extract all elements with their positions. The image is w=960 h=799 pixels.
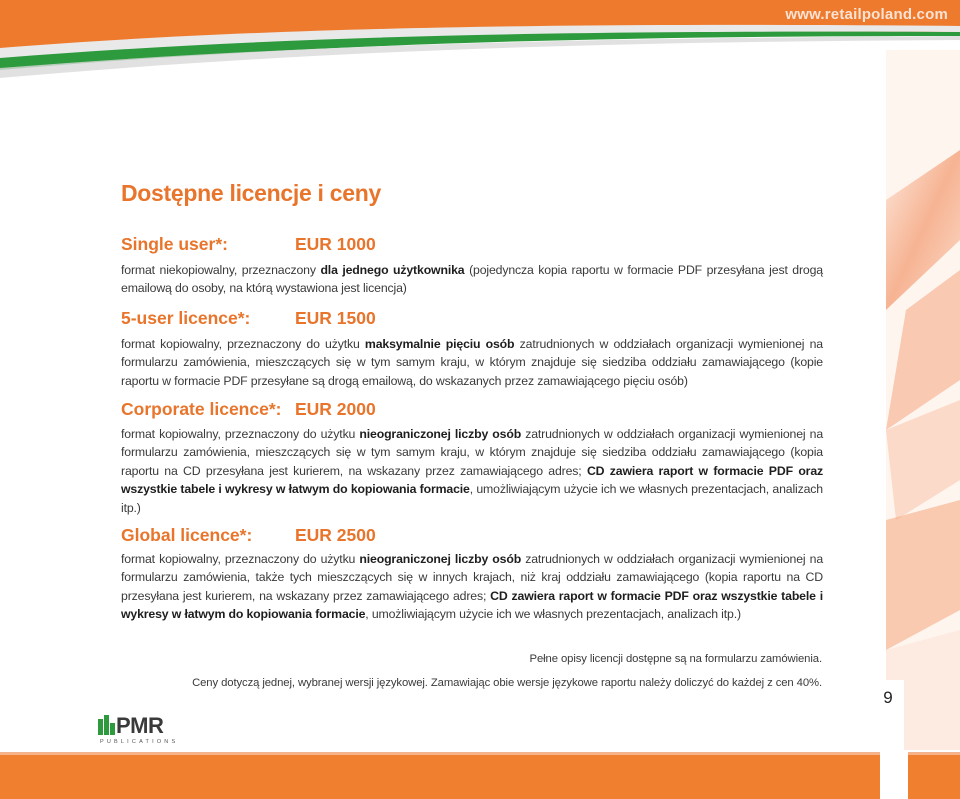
license-description xyxy=(121,425,823,517)
text-run: zatrudnionych w oddziałach organizacji wymienionej na formularzu zamówienia, mieszczących się w tym samym kraju, w którym znajduje się siedziba oddziału zamawiającego (kopie raportu w formacie PDF przesyłane są drogą emailową, do wskazanych przez zamawiającego pięciu osób) xyxy=(121,337,823,388)
license-price: EUR 1500 xyxy=(295,308,376,328)
bold-text: nieograniczonej liczby osób xyxy=(359,552,522,566)
text-run: zatrudnionych w oddziałach organizacji wymienionej na formularzu zamówienia, mieszczących się w tym samym kraju, w którym znajduje się siedziba oddziału zamawiającego (kopia raportu na CD przesyłana jest kurierem, na wskazany przez zamawiającego adres; xyxy=(121,427,824,478)
bold-text: nieograniczonej liczby osób xyxy=(359,427,522,441)
text-run: format kopiowalny, przeznaczony do użytku xyxy=(121,552,360,566)
license-price: EUR 2500 xyxy=(295,525,376,545)
pmr-logo-icon xyxy=(98,715,116,737)
bold-text: CD zawiera raport w formacie PDF oraz wszystkie tabele i wykresy w łatwym do kopiowania formacie xyxy=(121,463,824,497)
license-heading-global xyxy=(121,525,376,546)
footnote-prices: Ceny dotyczą jednej, wybranej wersji językowej. Zamawiając obie wersje językowe raportu należy doliczyć do każdej z cen 40%. xyxy=(192,677,822,689)
bold-text: dla jednego użytkownika xyxy=(320,263,465,277)
license-description xyxy=(121,261,823,298)
logo-subtitle: PUBLICATIONS xyxy=(100,739,179,745)
text-run: format niekopiowalny, przeznaczony xyxy=(121,263,321,277)
decorative-graphic xyxy=(886,50,960,750)
text-run: format kopiowalny, przeznaczony do użytku xyxy=(121,427,360,441)
bold-text: maksymalnie pięciu osób xyxy=(364,337,515,351)
site-url[interactable]: www.retailpoland.com xyxy=(785,6,948,23)
license-description xyxy=(121,335,823,390)
footnote-descriptions: Pełne opisy licencji dostępne są na formularzu zamówienia. xyxy=(529,653,822,665)
footer-bar xyxy=(0,752,960,799)
license-name: 5-user licence*: xyxy=(121,308,251,328)
text-run: format kopiowalny, przeznaczony do użytku xyxy=(121,337,365,351)
text-run: zatrudnionych w oddziałach organizacji wymienionej na formularzu zamówienia, także tych mieszczących się w innych krajach, niż kraj oddziału zamawiającego (kopia raportu na CD przesyłana jest kurierem, na wskazany przez zamawiającego adres; xyxy=(121,552,824,603)
license-price: EUR 2000 xyxy=(295,399,376,419)
license-heading-5-user xyxy=(121,308,376,329)
license-price: EUR 1000 xyxy=(295,234,376,254)
license-name: Global licence*: xyxy=(121,525,253,545)
logo-wordmark: PMR xyxy=(116,713,164,738)
bold-text: CD zawiera raport w formacie PDF oraz wszystkie tabele i wykresy w łatwym do kopiowania formacie xyxy=(121,588,823,622)
license-description xyxy=(121,550,823,624)
license-heading-single xyxy=(121,234,376,255)
text-run: , umożliwiającym użycie ich we własnych prezentacjach, analizach itp.) xyxy=(121,482,823,515)
page-number: 9 xyxy=(883,688,893,707)
text-run: (pojedyncza kopia raportu w formacie PDF przesyłana jest drogą emailową do osoby, na którą wystawiona jest licencja) xyxy=(121,263,823,296)
license-name: Single user*: xyxy=(121,234,228,254)
pmr-logo xyxy=(98,713,208,747)
page-title: Dostępne licencje i ceny xyxy=(121,180,381,206)
license-heading-corporate xyxy=(121,399,376,420)
text-run: , umożliwiającym użycie ich we własnych prezentacjach, analizach itp.) xyxy=(365,607,741,622)
license-name: Corporate licence*: xyxy=(121,399,282,419)
